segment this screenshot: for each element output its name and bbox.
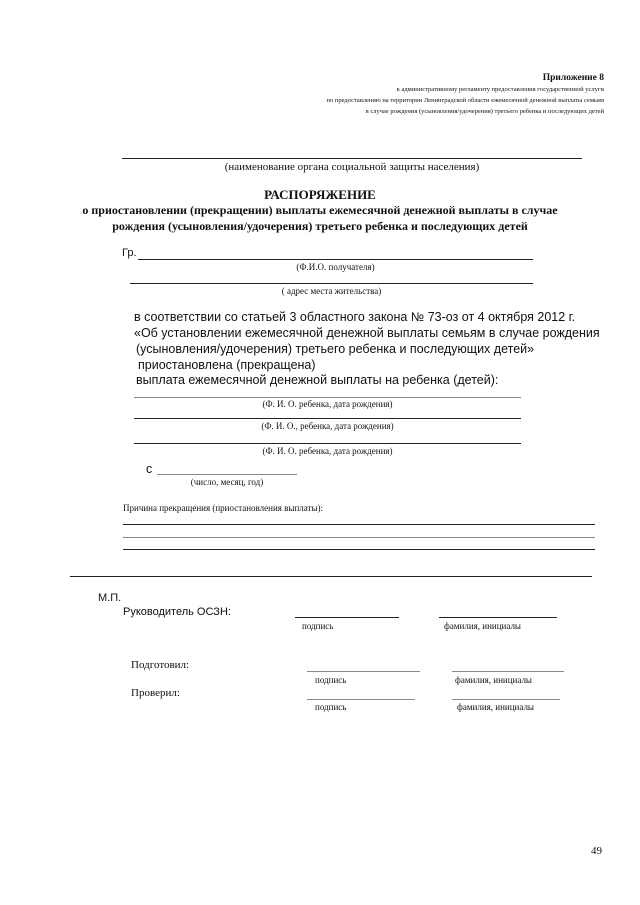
checked-name-caption: фамилия, инициалы xyxy=(457,702,534,712)
prepared-label: Подготовил: xyxy=(131,659,190,671)
checked-signature-caption: подпись xyxy=(315,702,347,712)
organ-caption: (наименование органа социальной защиты населения) xyxy=(224,161,480,173)
separator-line xyxy=(70,576,592,577)
head-label: Руководитель ОСЗН: xyxy=(123,606,231,618)
recipient-name-line xyxy=(138,259,533,260)
checked-name-line xyxy=(452,699,560,700)
prepared-signature-caption: подпись xyxy=(315,675,347,685)
body-line-2: «Об установлении ежемесячной денежной выплаты семьям в случае рождения xyxy=(134,326,600,340)
reason-line-1 xyxy=(123,524,595,525)
date-line xyxy=(157,474,297,475)
child-caption-2: (Ф. И. О., ребенка, дата рождения) xyxy=(261,421,394,431)
page-number: 49 xyxy=(591,845,602,857)
checked-label: Проверил: xyxy=(131,687,180,699)
stamp-label: М.П. xyxy=(98,592,122,604)
child-caption-3: (Ф. И. О. ребенка, дата рождения) xyxy=(262,446,393,456)
prepared-name-caption: фамилия, инициалы xyxy=(455,675,532,685)
appendix-title: Приложение 8 xyxy=(542,73,604,83)
document-title: РАСПОРЯЖЕНИЕ xyxy=(264,187,376,202)
reason-line-2 xyxy=(123,537,595,538)
reason-line-3 xyxy=(123,549,595,550)
recipient-address-line xyxy=(130,283,533,284)
date-caption: (число, месяц, год) xyxy=(190,477,264,487)
prepared-signature-line xyxy=(307,671,420,672)
child-line-1 xyxy=(134,397,521,398)
body-line-1: в соответствии со статьей 3 областного закона № 73-оз от 4 октября 2012 г. xyxy=(134,310,576,324)
head-signature-caption: подпись xyxy=(302,621,334,631)
recipient-prefix: Гр. xyxy=(122,247,137,259)
appendix-line-2: по предоставлению на территории Ленинградской области ежемесячной денежной выплаты семьям xyxy=(326,97,604,104)
prepared-name-line xyxy=(452,671,564,672)
head-name-caption: фамилия, инициалы xyxy=(444,621,521,631)
appendix-line-3: в случае рождения (усыновления/удочерения) третьего ребенка и последующих детей xyxy=(365,108,604,115)
document-subtitle-2: рождения (усыновления/удочерения) третьего ребенка и последующих детей xyxy=(112,219,528,233)
document-subtitle-1: о приостановлении (прекращении) выплаты ежемесячной денежной выплаты в случае xyxy=(82,203,558,217)
body-line-3: (усыновления/удочерения) третьего ребенка и последующих детей» xyxy=(136,342,535,356)
head-name-line xyxy=(439,617,557,618)
body-line-4: приостановлена (прекращена) xyxy=(138,358,316,372)
recipient-address-caption: ( адрес места жительства) xyxy=(281,286,382,296)
body-line-5: выплата ежемесячной денежной выплаты на ребенка (детей): xyxy=(136,373,499,387)
child-caption-1: (Ф. И. О. ребенка, дата рождения) xyxy=(262,399,393,409)
reason-label: Причина прекращения (приостановления выплаты): xyxy=(123,503,324,513)
checked-signature-line xyxy=(307,699,415,700)
date-prefix: с xyxy=(146,462,153,476)
appendix-line-1: к административному регламенту предоставления государственной услуги xyxy=(396,86,604,93)
child-line-3 xyxy=(134,443,521,444)
organ-name-line xyxy=(122,158,582,159)
recipient-name-caption: (Ф.И.О. получателя) xyxy=(296,262,375,272)
child-line-2 xyxy=(134,418,521,419)
head-signature-line xyxy=(295,617,399,618)
